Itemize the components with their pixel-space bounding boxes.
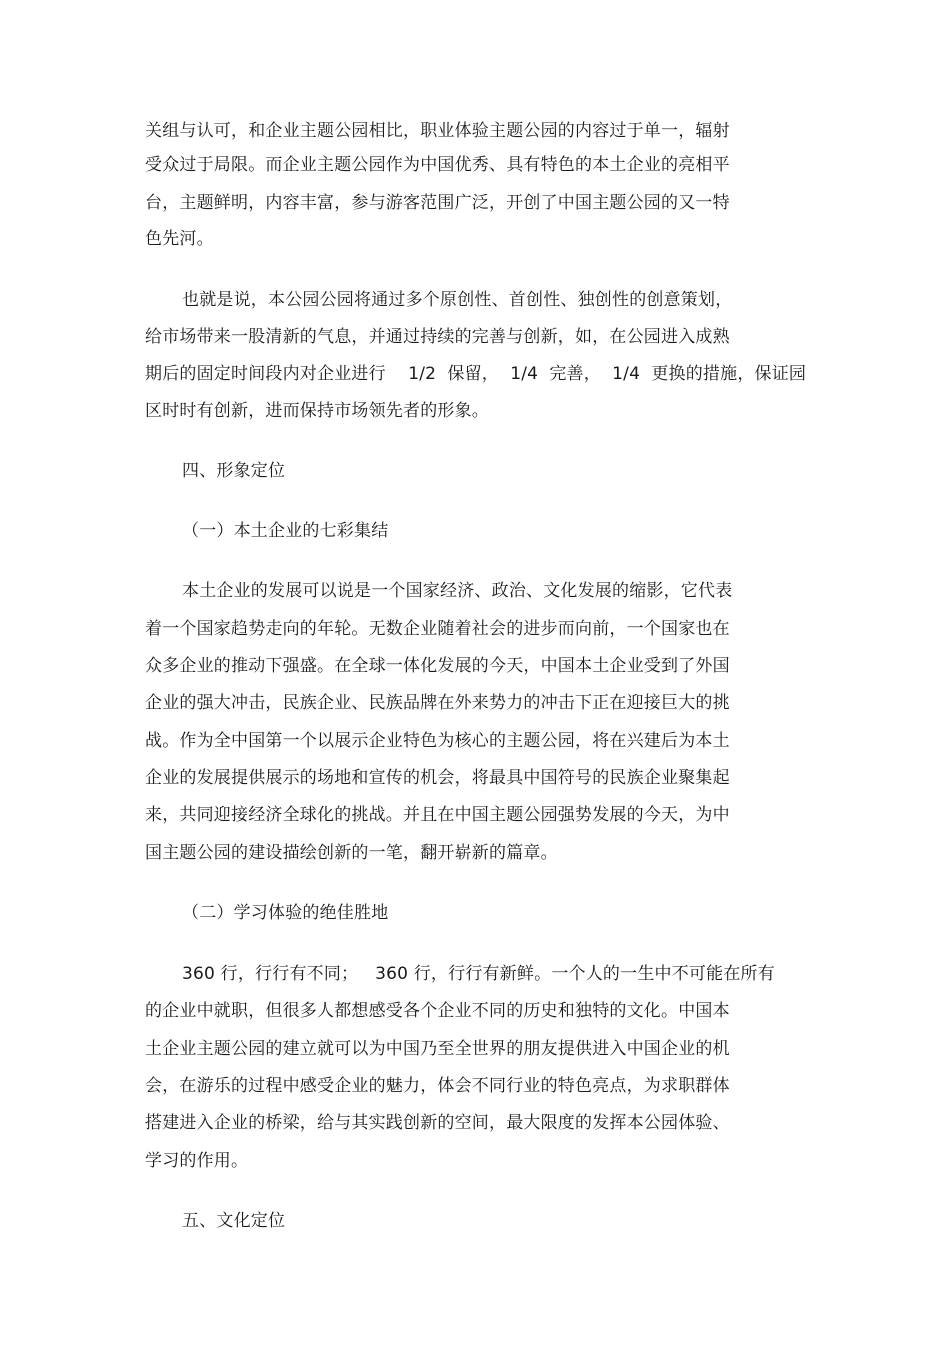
section-heading: 四、形象定位 <box>182 461 286 481</box>
paragraph-line: 色先河。 <box>145 229 214 249</box>
paragraph-line: 也就是说，本公园公园将通过多个原创性、首创性、独创性的创意策划， <box>182 290 733 310</box>
paragraph-line: 土企业主题公园的建立就可以为中国乃至全世界的朋友提供进入中国企业的机 <box>145 1039 730 1059</box>
paragraph-line: 搭建进入企业的桥梁，给与其实践创新的空间，最大限度的发挥本公园体验、 <box>145 1113 730 1133</box>
paragraph-line: 着一个国家趋势走向的年轮。无数企业随着社会的进步而向前，一个国家也在 <box>145 619 730 639</box>
subsection-heading: （二）学习体验的绝佳胜地 <box>182 903 389 923</box>
paragraph-line: 企业的发展提供展示的场地和宣传的机会，将最具中国符号的民族企业聚集起 <box>145 768 730 788</box>
paragraph-line: 会，在游乐的过程中感受企业的魅力，体会不同行业的特色亮点，为求职群体 <box>145 1076 730 1096</box>
paragraph-line: 给市场带来一股清新的气息，并通过持续的完善与创新，如，在公园进入成熟 <box>145 327 730 347</box>
paragraph-line: 的企业中就职，但很多人都想感受各个企业不同的历史和独特的文化。中国本 <box>145 1001 730 1021</box>
paragraph-line: 战。作为全中国第一个以展示企业特色为核心的主题公园，将在兴建后为本土 <box>145 731 730 751</box>
paragraph-line: 国主题公园的建设描绘创新的一笔，翻开崭新的篇章。 <box>145 843 558 863</box>
paragraph-line: 期后的固定时间段内对企业进行 1/2 保留， 1/4 完善， 1/4 更换的措施，保证园 <box>145 364 807 384</box>
paragraph-line: 台，主题鲜明，内容丰富，参与游客范围广泛，开创了中国主题公园的又一特 <box>145 193 730 213</box>
section-heading: 五、文化定位 <box>182 1211 286 1231</box>
paragraph-line: 众多企业的推动下强盛。在全球一体化发展的今天，中国本土企业受到了外国 <box>145 656 730 676</box>
paragraph-line: 学习的作用。 <box>145 1151 249 1171</box>
paragraph-line: 关组与认可，和企业主题公园相比，职业体验主题公园的内容过于单一，辐射 <box>145 121 730 141</box>
paragraph-line: 企业的强大冲击，民族企业、民族品牌在外来势力的冲击下正在迎接巨大的挑 <box>145 693 730 713</box>
paragraph-line: 受众过于局限。而企业主题公园作为中国优秀、具有特色的本土企业的亮相平 <box>145 155 730 175</box>
paragraph-line: 360 行，行行有不同； 360 行，行行有新鲜。一个人的一生中不可能在所有 <box>182 964 775 984</box>
paragraph-line: 本土企业的发展可以说是一个国家经济、政治、文化发展的缩影，它代表 <box>182 581 733 601</box>
paragraph-line: 来，共同迎接经济全球化的挑战。并且在中国主题公园强势发展的今天，为中 <box>145 805 730 825</box>
paragraph-line: 区时时有创新，进而保持市场领先者的形象。 <box>145 401 489 421</box>
subsection-heading: （一）本土企业的七彩集结 <box>182 521 389 541</box>
